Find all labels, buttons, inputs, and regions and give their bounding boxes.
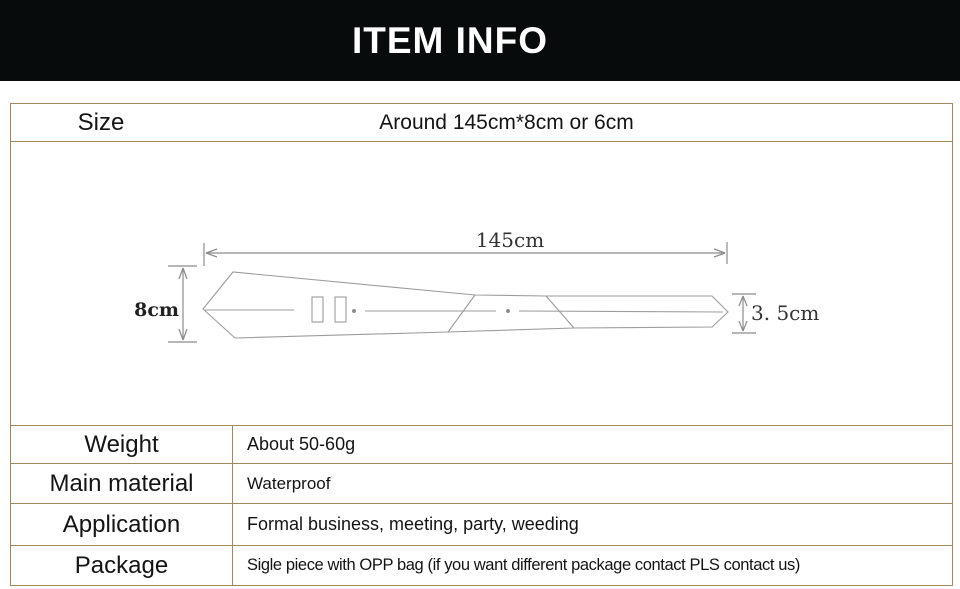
tie-diagram: [11, 142, 952, 425]
table-row-application: [11, 504, 952, 546]
table-row-weight: [11, 426, 952, 464]
table-row-package: [11, 546, 952, 585]
main-material-label: Main material: [11, 464, 233, 503]
page-title: ITEM INFO: [351, 19, 549, 61]
table-row-size: [11, 104, 952, 142]
tie-outline: [203, 272, 728, 338]
size-label: Size: [77, 108, 125, 136]
spec-table: [10, 103, 953, 586]
table-row-main-material: [11, 464, 952, 504]
weight-label: Weight: [11, 426, 233, 463]
tail-width-dimension-label: 3. 5cm: [751, 301, 820, 325]
header-bar: [0, 0, 960, 81]
application-value: Formal business, meeting, party, weeding: [247, 514, 579, 534]
length-dimension-label: 145cm: [475, 228, 545, 252]
package-value: Sigle piece with OPP bag (if you want different package contact PLS contact us): [247, 556, 800, 574]
weight-value: About 50-60g: [247, 434, 356, 454]
width-dimension-label: 8cm: [134, 299, 179, 321]
length-dimension: [204, 242, 727, 266]
package-label: Package: [11, 546, 233, 585]
table-row-diagram: [11, 142, 952, 426]
application-label: Application: [11, 504, 233, 545]
main-material-value: Waterproof: [247, 473, 331, 493]
size-value: Around 145cm*8cm or 6cm: [379, 110, 634, 134]
